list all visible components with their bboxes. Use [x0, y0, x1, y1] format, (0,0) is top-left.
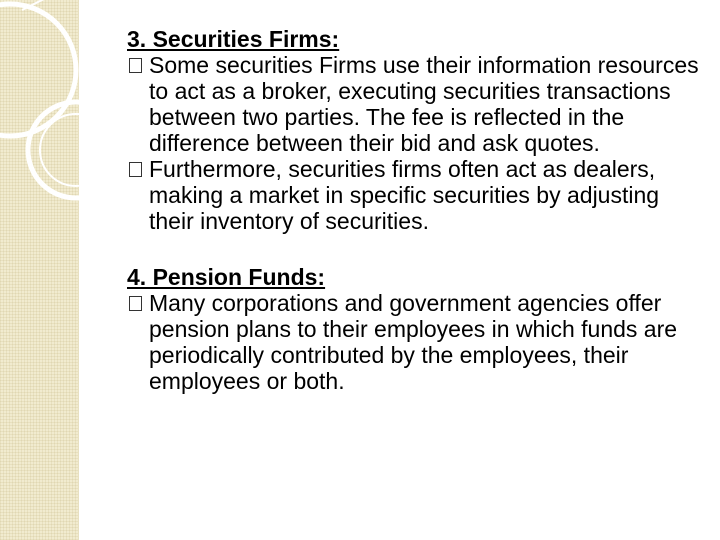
bullet-text: Furthermore, securities firms often act as dealers, making a market in specific securities by adjusting their inventory of securities. [149, 156, 660, 234]
bullet-item [127, 290, 707, 394]
decorative-medium-ring [28, 102, 120, 198]
bullet-text: Many corporations and government agencies offer pension plans to their employees in which funds are periodically contributed by the employees, their employees or both. [149, 290, 678, 394]
bullet-box-icon [129, 58, 142, 73]
section-heading: 3. Securities Firms: [127, 26, 340, 52]
bullet-item [127, 52, 707, 156]
bullet-box-icon [129, 162, 142, 177]
decorative-inner-ring [40, 114, 112, 186]
decorative-circles [0, 0, 120, 230]
bullet-box-icon [129, 296, 142, 311]
bullet-item [127, 156, 707, 234]
slide-content [127, 26, 707, 394]
section-securities-firms [127, 26, 707, 234]
section-spacer [127, 234, 707, 264]
section-pension-funds [127, 264, 707, 394]
section-heading: 4. Pension Funds: [127, 264, 326, 290]
bullet-text: Some securities Firms use their information resources to act as a broker, executing securities transactions between two parties. The fee is reflected in the difference between their bid and ask quotes. [149, 52, 699, 156]
